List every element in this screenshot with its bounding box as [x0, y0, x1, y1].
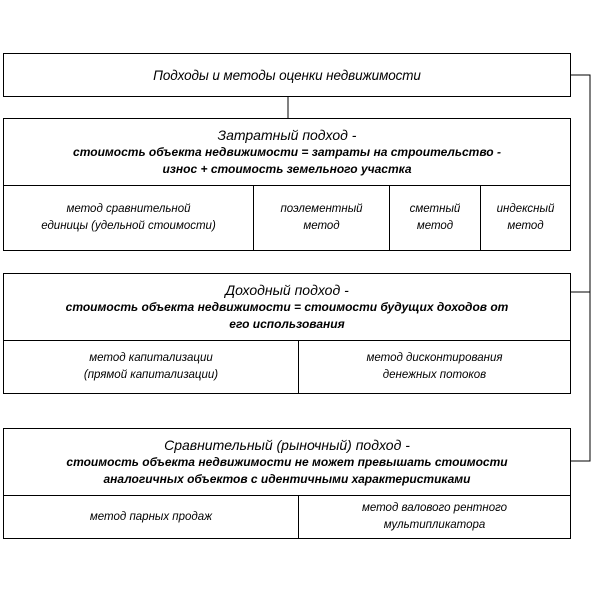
cost-approach-heading: Затратный подход - — [217, 127, 357, 143]
root-title: Подходы и методы оценки недвижимости — [153, 67, 421, 83]
method-paired-sales: метод парных продаж — [89, 510, 213, 523]
method-unit-comparison: метод сравнительной единицы (удельной стоимости) — [41, 203, 216, 232]
comparative-approach-formula: стоимость объекта недвижимости не может превышать стоимости аналогичных объектов с идентичными характеристиками — [66, 455, 508, 486]
cost-approach-formula: стоимость объекта недвижимости = затраты на строительство - износ + стоимость земельного участка — [73, 145, 501, 176]
method-gross-rent-multiplier: метод валового рентного мультипликатора — [361, 502, 508, 531]
income-approach-header — [4, 274, 570, 340]
income-approach-box — [3, 273, 571, 394]
comparative-approach-box — [3, 428, 571, 539]
method-estimate: сметный метод — [409, 203, 461, 232]
root-box — [3, 53, 571, 97]
income-approach-heading: Доходный подход - — [225, 282, 349, 298]
method-discounted-cash-flow: метод дисконтирования денежных потоков — [366, 352, 503, 381]
cost-approach-box — [3, 118, 571, 251]
comparative-approach-heading: Сравнительный (рыночный) подход - — [164, 437, 410, 453]
cost-approach-header — [4, 119, 570, 185]
comparative-approach-header — [4, 429, 570, 495]
income-approach-formula: стоимость объекта недвижимости = стоимости будущих доходов от его использования — [65, 300, 509, 331]
method-capitalization: метод капитализации (прямой капитализации) — [83, 352, 219, 381]
side-connector — [570, 75, 590, 461]
method-elemental: поэлементный метод — [280, 203, 363, 232]
method-index: индексный метод — [496, 203, 555, 232]
